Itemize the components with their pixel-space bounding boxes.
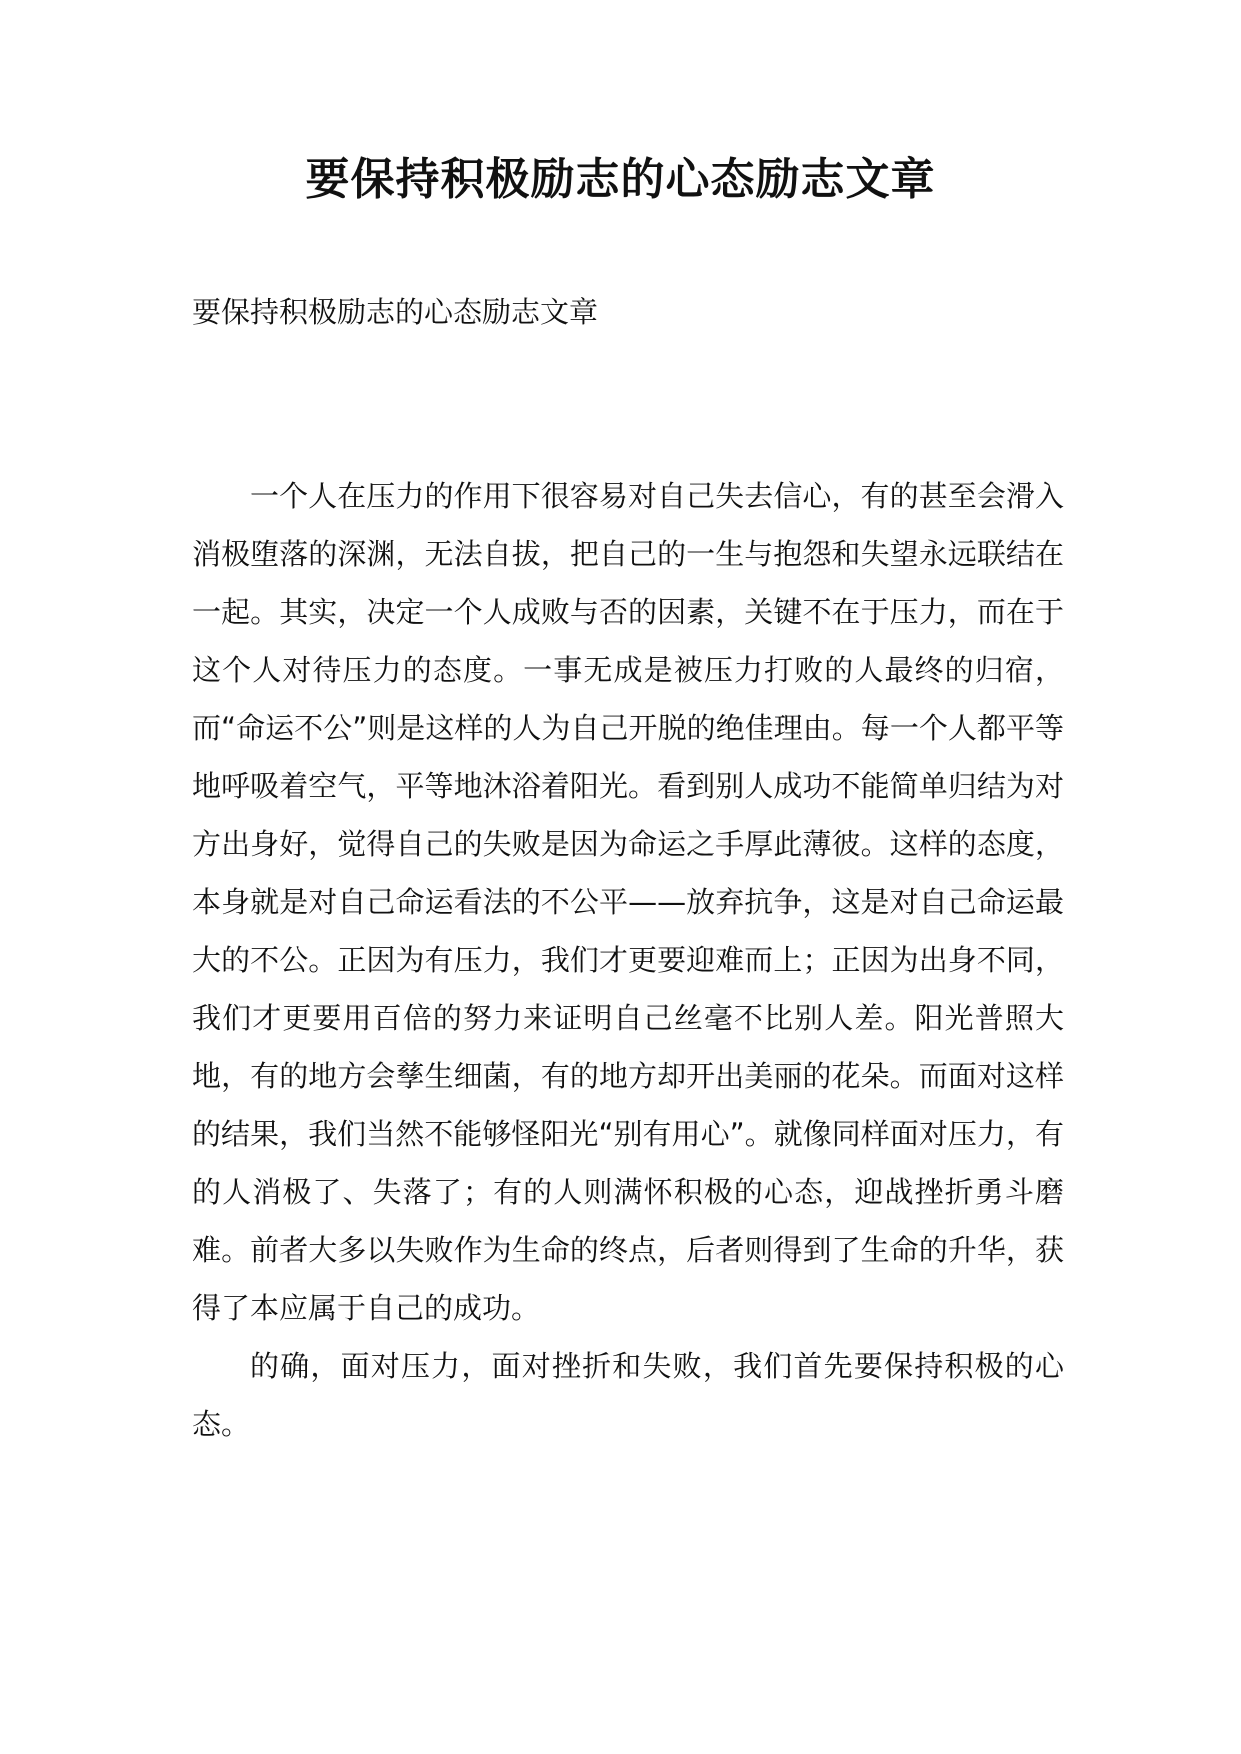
paragraph-1: 一个人在压力的作用下很容易对自己失去信心，有的甚至会滑入消极堕落的深渊，无法自拔，把自己的一生与抱怨和失望永远联结在一起。其实，决定一个人成败与否的因素，关键不在于压力，而在于这个人对待压力的态度。一事无成是被压力打败的人最终的归宿，而“命运不公”则是这样的人为自己开脱的绝佳理由。每一个人都平等地呼吸着空气，平等地沐浴着阳光。看到别人成功不能简单归结为对方出身好，觉得自己的失败是因为命运之手厚此薄彼。这样的态度，本身就是对自己命运看法的不公平——放弃抗争，这是对自己命运最大的不公。正因为有压力，我们才更要迎难而上；正因为出身不同，我们才更要用百倍的努力来证明自己丝毫不比别人差。阳光普照大地，有的地方会孳生细菌，有的地方却开出美丽的花朵。而面对这样的结果，我们当然不能够怪阳光“别有用心”。就像同样面对压力，有的人消极了、失落了；有的人则满怀积极的心态，迎战挫折勇斗磨难。前者大多以失败作为生命的终点，后者则得到了生命的升华，获得了本应属于自己的成功。 xyxy=(192,479,1064,1325)
paragraph-2: 的确，面对压力，面对挫折和失败，我们首先要保持积极的心态。 xyxy=(192,1349,1064,1441)
document-title: 要保持积极励志的心态励志文章 xyxy=(305,154,936,205)
document-body xyxy=(192,467,1064,1453)
document-subtitle: 要保持积极励志的心态励志文章 xyxy=(192,295,599,329)
